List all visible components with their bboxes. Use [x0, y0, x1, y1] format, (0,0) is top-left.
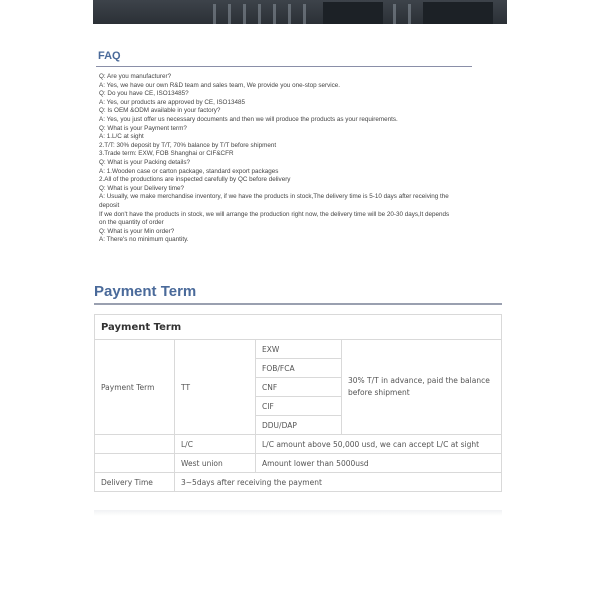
- lc-description: L/C amount above 50,000 usd, we can accept L/C at sight: [256, 435, 502, 454]
- faq-line: If we don't have the products in stock, we will arrange the production right now, the delivery time will be 20-30 days,It depends: [99, 210, 450, 218]
- faq-line: A: Yes, our products are approved by CE, ISO13485: [99, 98, 245, 106]
- faq-line: 3.Trade term: EXW, FOB Shanghai or CIF&CFR: [99, 150, 234, 158]
- faq-line: Q: What is your Min order?: [99, 227, 175, 235]
- payment-term-divider: [94, 303, 502, 305]
- table-header: Payment Term: [95, 315, 502, 340]
- payment-term-label: Payment Term: [95, 340, 175, 435]
- faq-line: A: Yes, you just offer us necessary documents and then we will produce the products as your requirements.: [99, 115, 398, 123]
- lc-label: L/C: [175, 435, 256, 454]
- faq-line: A: Yes, we have our own R&D team and sales team, We provide you one-stop service.: [99, 81, 341, 89]
- faq-line: A: 1.Wooden case or carton package, standard export packages: [99, 167, 279, 175]
- faq-line: A: Usually, we make merchandise inventory, if we have the products in stock,The delivery time is 5-10 days after receiving the: [99, 193, 449, 201]
- faq-heading: FAQ: [98, 50, 121, 62]
- payment-term-heading: Payment Term: [94, 283, 197, 300]
- trade-term-cell: DDU/DAP: [256, 416, 342, 435]
- faq-line: 2.All of the productions are inspected carefully by QC before delivery: [99, 176, 291, 184]
- delivery-time-description: 3~5days after receiving the payment: [175, 473, 502, 492]
- empty-cell: [95, 454, 175, 473]
- faq-line: deposit: [99, 201, 120, 209]
- trade-term-cell: CIF: [256, 397, 342, 416]
- delivery-time-label: Delivery Time: [95, 473, 175, 492]
- faq-line: Q: Are you manufacturer?: [99, 73, 172, 80]
- empty-cell: [95, 435, 175, 454]
- trade-term-cell: EXW: [256, 340, 342, 359]
- faq-line: on the quantity of order: [99, 219, 164, 227]
- faq-line: Q: What is your Payment term?: [99, 124, 187, 132]
- faq-content: [99, 73, 469, 245]
- faq-line: 2.T/T: 30% deposit by T/T, 70% balance by T/T before shipment: [99, 141, 277, 149]
- trade-term-cell: FOB/FCA: [256, 359, 342, 378]
- section-footer-shade: [94, 510, 502, 516]
- tt-description: 30% T/T in advance, paid the balance before shipment: [342, 340, 502, 435]
- faq-line: Q: What is your Packing details?: [99, 158, 190, 166]
- trade-term-cell: CNF: [256, 378, 342, 397]
- faq-line: A: There's no minimum quantity.: [99, 236, 189, 244]
- west-union-label: West union: [175, 454, 256, 473]
- faq-line: Q: Is OEM &ODM available in your factory?: [99, 107, 221, 115]
- west-union-description: Amount lower than 5000usd: [256, 454, 502, 473]
- factory-banner-image: [93, 0, 507, 24]
- payment-term-table: [94, 314, 502, 492]
- tt-label: TT: [175, 340, 256, 435]
- faq-line: Q: What is your Delivery time?: [99, 184, 185, 192]
- faq-line: Q: Do you have CE, ISO13485?: [99, 90, 189, 98]
- faq-divider: [96, 66, 472, 67]
- faq-line: A: 1.L/C at sight: [99, 133, 144, 141]
